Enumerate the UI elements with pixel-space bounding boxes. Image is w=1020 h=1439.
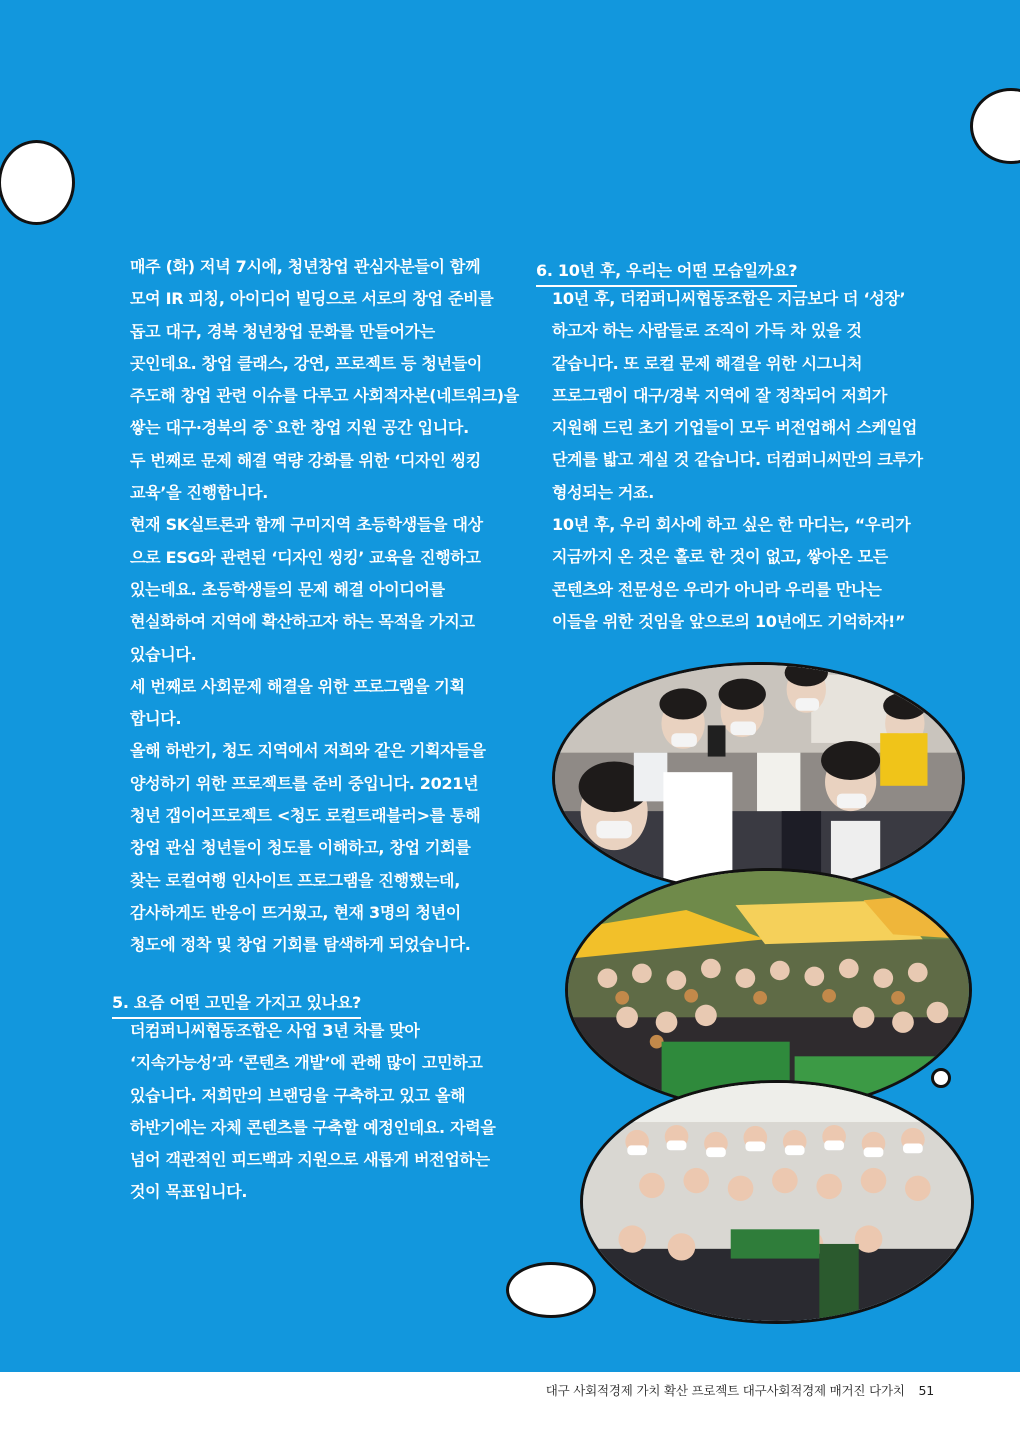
decorative-bubble-bottom: [506, 1262, 596, 1318]
text-line: 감사하게도 반응이 뜨거웠고, 현재 3명의 청년이: [130, 902, 461, 922]
text-line: 합니다.: [130, 709, 182, 729]
text-line: 모여 IR 피칭, 아이디어 빌딩으로 서로의 창업 준비를: [130, 289, 494, 309]
text-line: 단계를 밟고 계실 것 같습니다. 더컴퍼니씨만의 크루가: [552, 450, 923, 470]
decorative-bubble-top-left: [0, 140, 75, 225]
text-line: 두 번째로 문제 해결 역량 강화를 위한 ‘디자인 씽킹: [130, 450, 482, 470]
question-5-heading: 5. 요즘 어떤 고민을 가지고 있나요?: [112, 990, 361, 1019]
text-line: 청년 갭이어프로젝트 <청도 로컬트래블러>를 통해: [130, 806, 481, 826]
question-6-heading: 6. 10년 후, 우리는 어떤 모습일까요?: [536, 258, 797, 287]
text-line: 형성되는 거죠.: [552, 482, 654, 502]
footer-publication: 대구 사회적경제 가치 확산 프로젝트 대구사회적경제 매거진 다가치: [545, 1383, 905, 1398]
text-line: 콘텐츠와 전문성은 우리가 아니라 우리를 만나는: [552, 579, 882, 599]
text-line: 청도에 정착 및 창업 기회를 탐색하게 되었습니다.: [130, 935, 471, 955]
text-line: 세 번째로 사회문제 해결을 위한 프로그램을 기획: [130, 676, 465, 696]
text-line: 현실화하여 지역에 확산하고자 하는 목적을 가지고: [130, 612, 475, 632]
text-line: 더컴퍼니씨협동조합은 사업 3년 차를 맞아: [130, 1021, 420, 1040]
text-line: 양성하기 위한 프로젝트를 준비 중입니다. 2021년: [130, 773, 479, 793]
text-line: 10년 후, 더컴퍼니씨협동조합은 지금보다 더 ‘성장’: [552, 289, 906, 308]
left-column-body: [130, 251, 519, 962]
group-photo-office: [552, 662, 965, 894]
text-line: 10년 후, 우리 회사에 하고 싶은 한 마디는, “우리가: [552, 515, 911, 535]
text-line: 곳인데요. 창업 클래스, 강연, 프로젝트 등 청년들이: [130, 353, 483, 373]
answer-5-body: [130, 1015, 496, 1209]
text-line: 지금까지 온 것은 홀로 한 것이 없고, 쌓아온 모든: [552, 547, 888, 567]
text-line: 돕고 대구, 경북 청년창업 문화를 만들어가는: [130, 321, 435, 341]
text-line: 있습니다. 저희만의 브랜딩을 구축하고 있고 올해: [130, 1085, 466, 1105]
text-line: 주도해 창업 관련 이슈를 다루고 사회적자본(네트워크)을: [130, 386, 519, 406]
answer-6-body: [552, 283, 923, 638]
text-line: 쌓는 대구·경북의 중`요한 창업 지원 공간 입니다.: [130, 418, 469, 438]
text-line: 같습니다. 또 로컬 문제 해결을 위한 시그니처: [552, 353, 863, 373]
text-line: 프로그램이 대구/경북 지역에 잘 정착되어 저희가: [552, 385, 888, 405]
group-photo-outdoor: [565, 868, 972, 1112]
text-line: 있는데요. 초등학생들의 문제 해결 아이디어를: [130, 579, 445, 599]
text-line: 현재 SK실트론과 함께 구미지역 초등학생들을 대상: [130, 515, 483, 535]
text-line: 찾는 로컬여행 인사이트 프로그램을 진행했는데,: [130, 870, 460, 890]
text-line: 넘어 객관적인 피드백과 지원으로 새롭게 버전업하는: [130, 1150, 490, 1170]
text-line: 것이 목표입니다.: [130, 1182, 248, 1202]
text-line: 올해 하반기, 청도 지역에서 저희와 같은 기획자들을: [130, 741, 486, 761]
text-line: 창업 관심 청년들이 청도를 이해하고, 창업 기회를: [130, 838, 471, 858]
page-number: 51: [918, 1383, 934, 1398]
text-line: 이들을 위한 것임을 앞으로의 10년에도 기억하자!”: [552, 611, 906, 631]
text-line: 으로 ESG와 관련된 ‘디자인 씽킹’ 교육을 진행하고: [130, 547, 481, 567]
text-line: 하고자 하는 사람들로 조직이 가득 차 있을 것: [552, 321, 862, 341]
text-line: ‘지속가능성’과 ‘콘텐츠 개발’에 관해 많이 고민하고: [130, 1053, 483, 1073]
text-line: 교육’을 진행합니다.: [130, 483, 269, 503]
decorative-bubble-small: [931, 1068, 951, 1088]
group-photo-indoor: [580, 1080, 974, 1324]
text-line: 매주 (화) 저녁 7시에, 청년창업 관심자분들이 함께: [130, 257, 481, 276]
text-line: 지원해 드린 초기 기업들이 모두 버전업해서 스케일업: [552, 418, 918, 438]
text-line: 하반기에는 자체 콘텐츠를 구축할 예정인데요. 자력을: [130, 1117, 496, 1137]
text-line: 있습니다.: [130, 644, 197, 664]
page-footer: [546, 1381, 934, 1399]
